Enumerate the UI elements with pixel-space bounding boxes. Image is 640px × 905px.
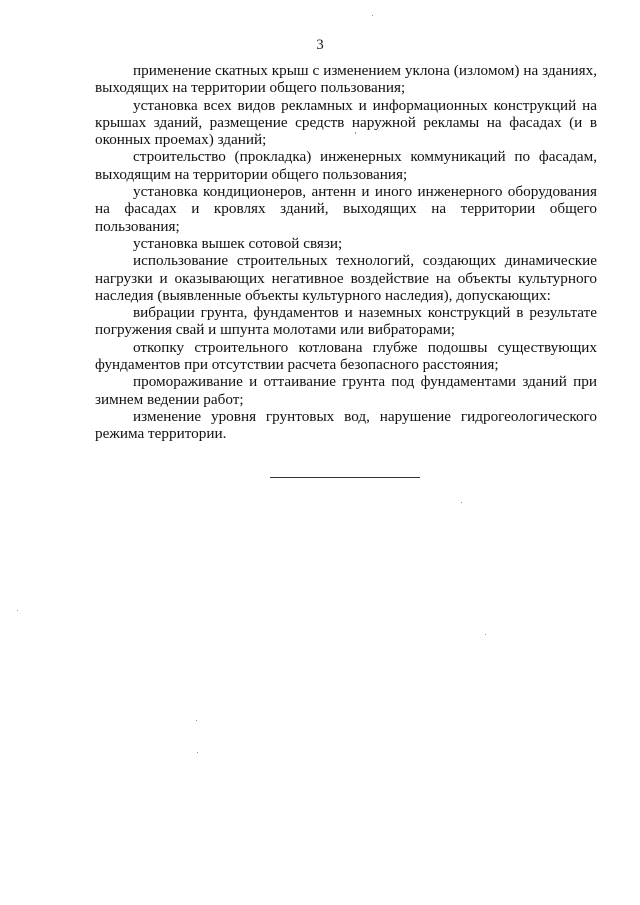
document-body <box>95 62 597 443</box>
paragraph-construction-technologies: использование строительных технологий, создающих динамические нагрузки и оказывающих негативное воздействие на объекты культурного наследия (выявленные объекты культурного наследия), допускающих: <box>95 252 597 304</box>
paragraph-soil-freezing: промораживание и оттаивание грунта под фундаментами зданий при зимнем ведении работ; <box>95 373 597 408</box>
closing-divider-line <box>270 477 420 478</box>
paragraph-groundwater: изменение уровня грунтовых вод, нарушение гидрогеологического режима территории. <box>95 407 597 443</box>
paragraph-air-conditioners: установка кондиционеров, антенн и иного инженерного оборудования на фасадах и кровлях зданий, выходящих на территории общего пользования; <box>95 183 597 235</box>
scan-speck <box>355 132 356 134</box>
paragraph-advertising-structures: установка всех видов рекламных и информационных конструкций на крышах зданий, размещение средств наружной рекламы на фасадах (и в оконных проемах) зданий; <box>95 96 597 149</box>
paragraph-engineering-utilities: строительство (прокладка) инженерных коммуникаций по фасадам, выходящим на территории общего пользования; <box>95 148 597 183</box>
paragraph-cell-towers: установка вышек сотовой связи; <box>133 234 343 252</box>
scan-speck <box>485 634 486 635</box>
scan-speck <box>461 502 462 503</box>
scan-speck <box>196 720 197 721</box>
paragraph-pitched-roofs: применение скатных крыш с изменением уклона (изломом) на зданиях, выходящих на территории общего пользования; <box>95 62 597 97</box>
paragraph-excavation: откопку строительного котлована глубже подошвы существующих фундаментов при отсутствии расчета безопасного расстояния; <box>95 338 597 374</box>
scan-speck <box>197 752 198 753</box>
scan-speck <box>372 15 373 16</box>
page-number: 3 <box>316 37 324 53</box>
paragraph-soil-vibration: вибрации грунта, фундаментов и наземных конструкций в результате погружения свай и шпунта молотами или вибраторами; <box>95 304 597 339</box>
scan-speck <box>17 610 18 611</box>
